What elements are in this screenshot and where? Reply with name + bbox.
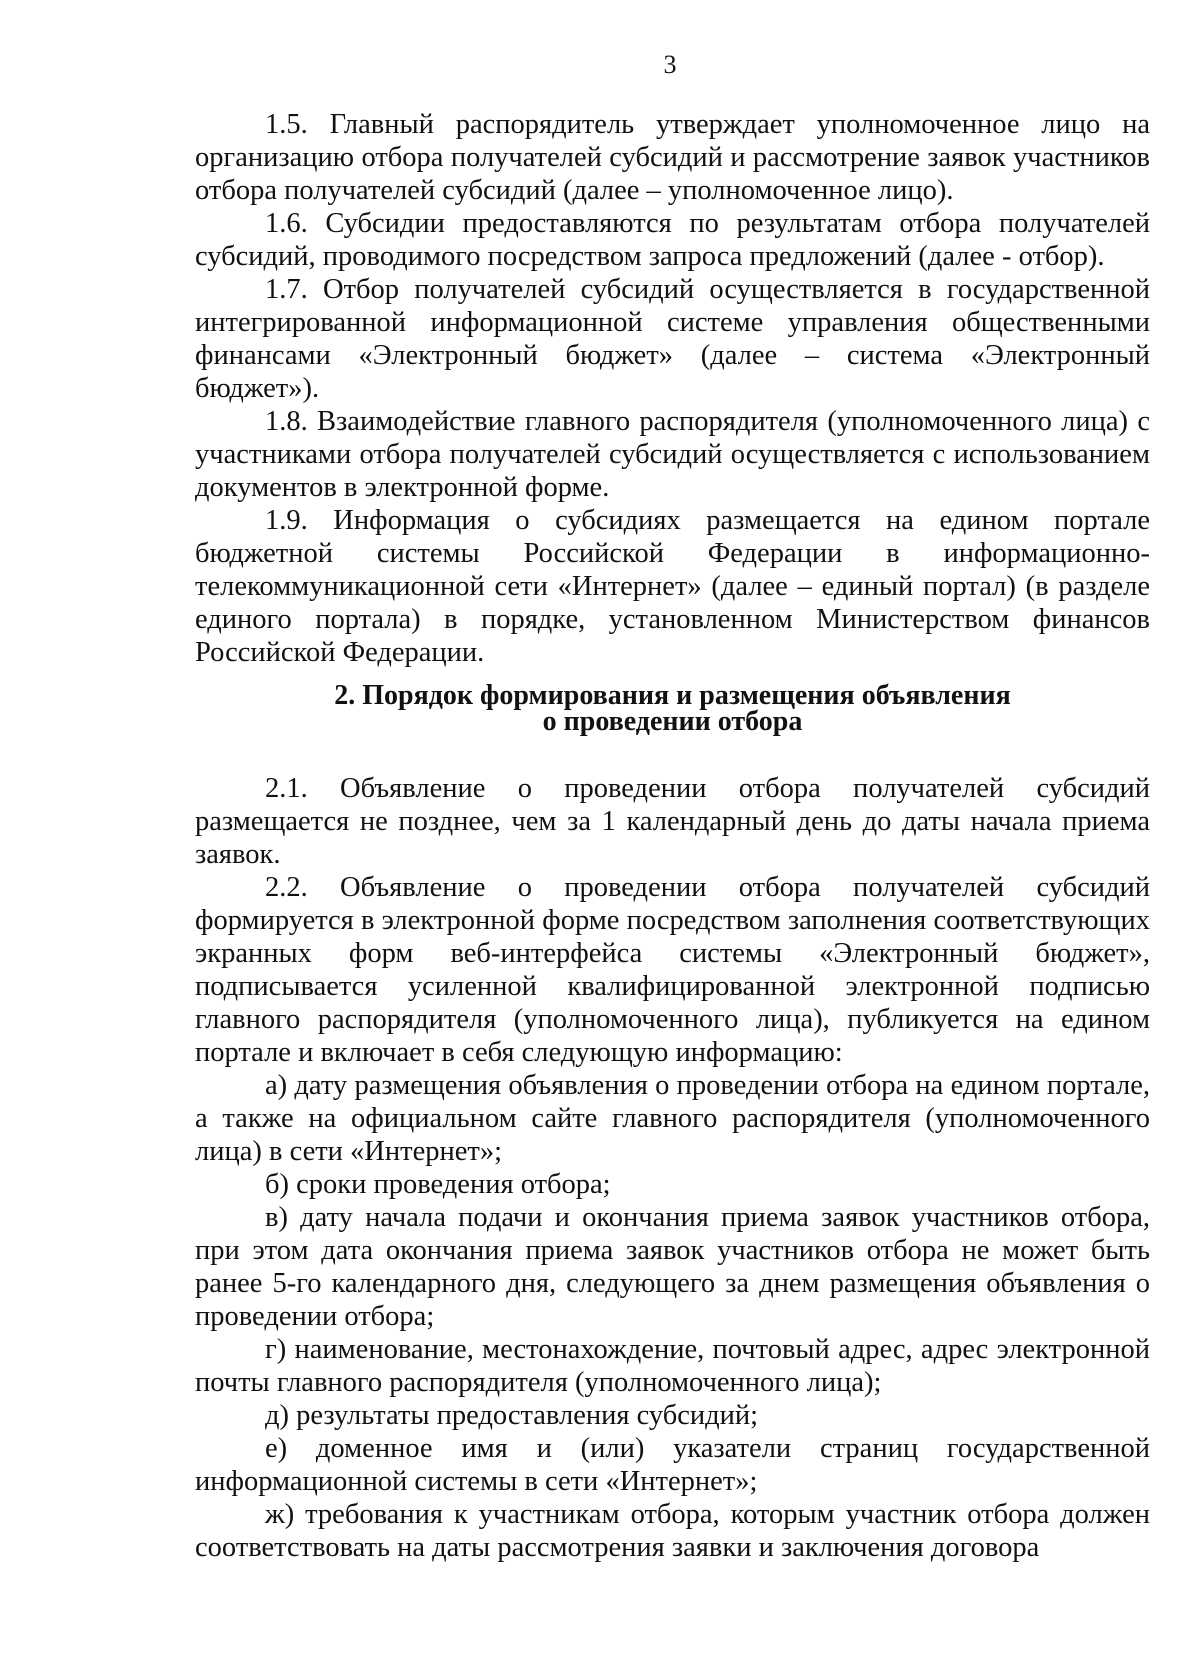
section-2-text <box>195 772 1150 1564</box>
list-item-b: б) сроки проведения отбора; <box>265 1169 611 1200</box>
list-item-e: е) доменное имя и (или) указатели страниц государственной информационной системы в сети «Интернет»; <box>195 1433 1150 1497</box>
section-2-heading-line-2: о проведении отбора <box>542 706 803 737</box>
page-number: 3 <box>663 50 677 79</box>
paragraph-1-9: 1.9. Информация о субсидиях размещается на едином портале бюджетной системы Российской Федерации в информационно-телекоммуникационной сети «Интернет» (далее – единый портал) (в разделе единого портала) в порядке, установленном Министерством финансов Российской Федерации. <box>195 505 1150 668</box>
list-item-d: д) результаты предоставления субсидий; <box>265 1400 759 1431</box>
paragraph-1-7: 1.7. Отбор получателей субсидий осуществляется в государственной интегрированной информационной системе управления общественными финансами «Электронный бюджет» (далее – система «Электронный бюджет»). <box>195 274 1150 404</box>
paragraph-1-6: 1.6. Субсидии предоставляются по результатам отбора получателей субсидий, проводимого посредством запроса предложений (далее - отбор). <box>195 208 1150 272</box>
paragraph-2-2: 2.2. Объявление о проведении отбора получателей субсидий формируется в электронной форме посредством заполнения соответствующих экранных форм веб-интерфейса системы «Электронный бюджет», подписывается усиленной квалифицированной электронной подписью главного распорядителя (уполномоченного лица), публикуется на едином портале и включает в себя следующую информацию: <box>195 872 1150 1068</box>
paragraph-1-5: 1.5. Главный распорядитель утверждает уполномоченное лицо на организацию отбора получателей субсидий и рассмотрение заявок участников отбора получателей субсидий (далее – уполномоченное лицо). <box>195 109 1150 206</box>
list-item-a: а) дату размещения объявления о проведении отбора на едином портале, а также на официальном сайте главного распорядителя (уполномоченного лица) в сети «Интернет»; <box>195 1070 1150 1167</box>
paragraph-2-1: 2.1. Объявление о проведении отбора получателей субсидий размещается не позднее, чем за 1 календарный день до даты начала приема заявок. <box>195 773 1150 870</box>
section-2-heading <box>195 680 1150 737</box>
section-1-text <box>195 108 1150 669</box>
list-item-g: г) наименование, местонахождение, почтовый адрес, адрес электронной почты главного распорядителя (уполномоченного лица); <box>195 1334 1150 1398</box>
section-2-heading-line-1: 2. Порядок формирования и размещения объявления <box>334 680 1011 711</box>
list-item-zh: ж) требования к участникам отбора, которым участник отбора должен соответствовать на даты рассмотрения заявки и заключения договора <box>195 1499 1150 1563</box>
paragraph-1-8: 1.8. Взаимодействие главного распорядителя (уполномоченного лица) с участниками отбора получателей субсидий осуществляется с использованием документов в электронной форме. <box>195 406 1150 503</box>
list-item-v: в) дату начала подачи и окончания приема заявок участников отбора, при этом дата окончания приема заявок участников отбора не может быть ранее 5-го календарного дня, следующего за днем размещения объявления о проведении отбора; <box>195 1202 1150 1332</box>
